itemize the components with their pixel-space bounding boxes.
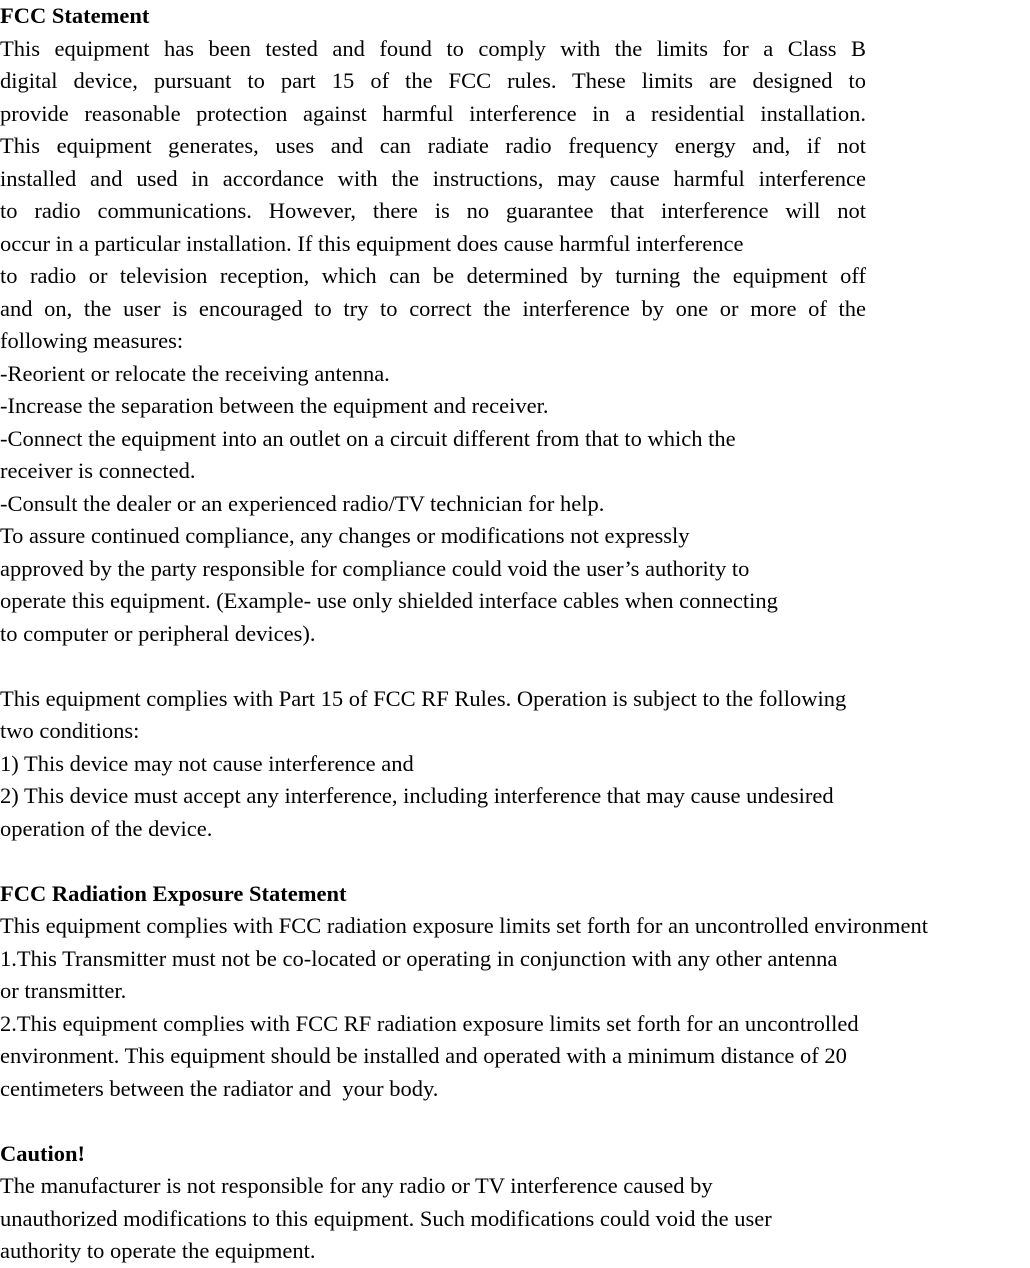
spacer [0, 845, 1030, 878]
list-item: -Reorient or relocate the receiving antenna. [0, 360, 390, 386]
paragraph-line: to radio communications. However, there is no guarantee that interference will not [0, 198, 866, 223]
caution-heading: Caution! [0, 1140, 86, 1166]
paragraph-line: authority to operate the equipment. [0, 1238, 316, 1263]
paragraph-line: centimeters between the radiator and your body. [0, 1075, 439, 1101]
paragraph-line: 1) This device may not cause interference and [0, 750, 414, 776]
compliance-paragraph [0, 520, 1030, 650]
paragraph-line: digital device, pursuant to part 15 of the FCC rules. These limits are designed to [0, 68, 866, 93]
paragraph-line: This equipment complies with FCC radiation exposure limits set forth for an uncontrolled environment [0, 913, 928, 938]
paragraph-line: following measures: [0, 328, 184, 353]
paragraph-line: 2.This equipment complies with FCC RF radiation exposure limits set forth for an uncontrolled [0, 1010, 859, 1036]
paragraph-line: two conditions: [0, 718, 140, 743]
paragraph-line: unauthorized modifications to this equipment. Such modifications could void the user [0, 1205, 772, 1231]
paragraph-line: This equipment generates, uses and can radiate radio frequency energy and, if not [0, 133, 866, 158]
part15-paragraph [0, 683, 1030, 846]
radiation-heading: FCC Radiation Exposure Statement [0, 880, 347, 906]
paragraph-line: occur in a particular installation. If this equipment does cause harmful interference [0, 230, 744, 256]
radiation-paragraph [0, 910, 1030, 1105]
spacer [0, 1105, 1030, 1138]
list-item: -Consult the dealer or an experienced radio/TV technician for help. [0, 490, 605, 516]
fcc-statement-heading: FCC Statement [0, 3, 150, 28]
list-item: receiver is connected. [0, 458, 196, 483]
list-item: -Increase the separation between the equipment and receiver. [0, 393, 549, 418]
paragraph-line: 1.This Transmitter must not be co-located or operating in conjunction with any other antenna [0, 945, 838, 971]
paragraph-line: approved by the party responsible for compliance could void the user’s authority to [0, 555, 750, 581]
paragraph-line: This equipment has been tested and found to comply with the limits for a Class B [0, 35, 866, 61]
paragraph-line: operate this equipment. (Example- use only shielded interface cables when connecting [0, 588, 778, 613]
paragraph-line: To assure continued compliance, any changes or modifications not expressly [0, 523, 690, 548]
paragraph-line: and on, the user is encouraged to try to correct the interference by one or more of the [0, 295, 866, 321]
paragraph-line: 2) This device must accept any interference, including interference that may cause undesired [0, 783, 834, 808]
measures-list [0, 358, 1030, 521]
paragraph-line: The manufacturer is not responsible for any radio or TV interference caused by [0, 1173, 713, 1198]
paragraph-line: environment. This equipment should be installed and operated with a minimum distance of 20 [0, 1043, 847, 1068]
fcc-statement-paragraph [0, 33, 1030, 358]
paragraph-line: or transmitter. [0, 978, 127, 1003]
list-item: -Connect the equipment into an outlet on a circuit different from that to which the [0, 425, 736, 451]
paragraph-line: provide reasonable protection against harmful interference in a residential installation. [0, 100, 866, 126]
caution-paragraph [0, 1170, 1030, 1268]
spacer [0, 650, 1030, 683]
paragraph-line: operation of the device. [0, 815, 213, 841]
paragraph-line: to computer or peripheral devices). [0, 620, 316, 646]
paragraph-line: installed and used in accordance with the instructions, may cause harmful interference [0, 165, 866, 191]
paragraph-line: to radio or television reception, which can be determined by turning the equipment off [0, 263, 866, 288]
paragraph-line: This equipment complies with Part 15 of FCC RF Rules. Operation is subject to the following [0, 685, 847, 711]
